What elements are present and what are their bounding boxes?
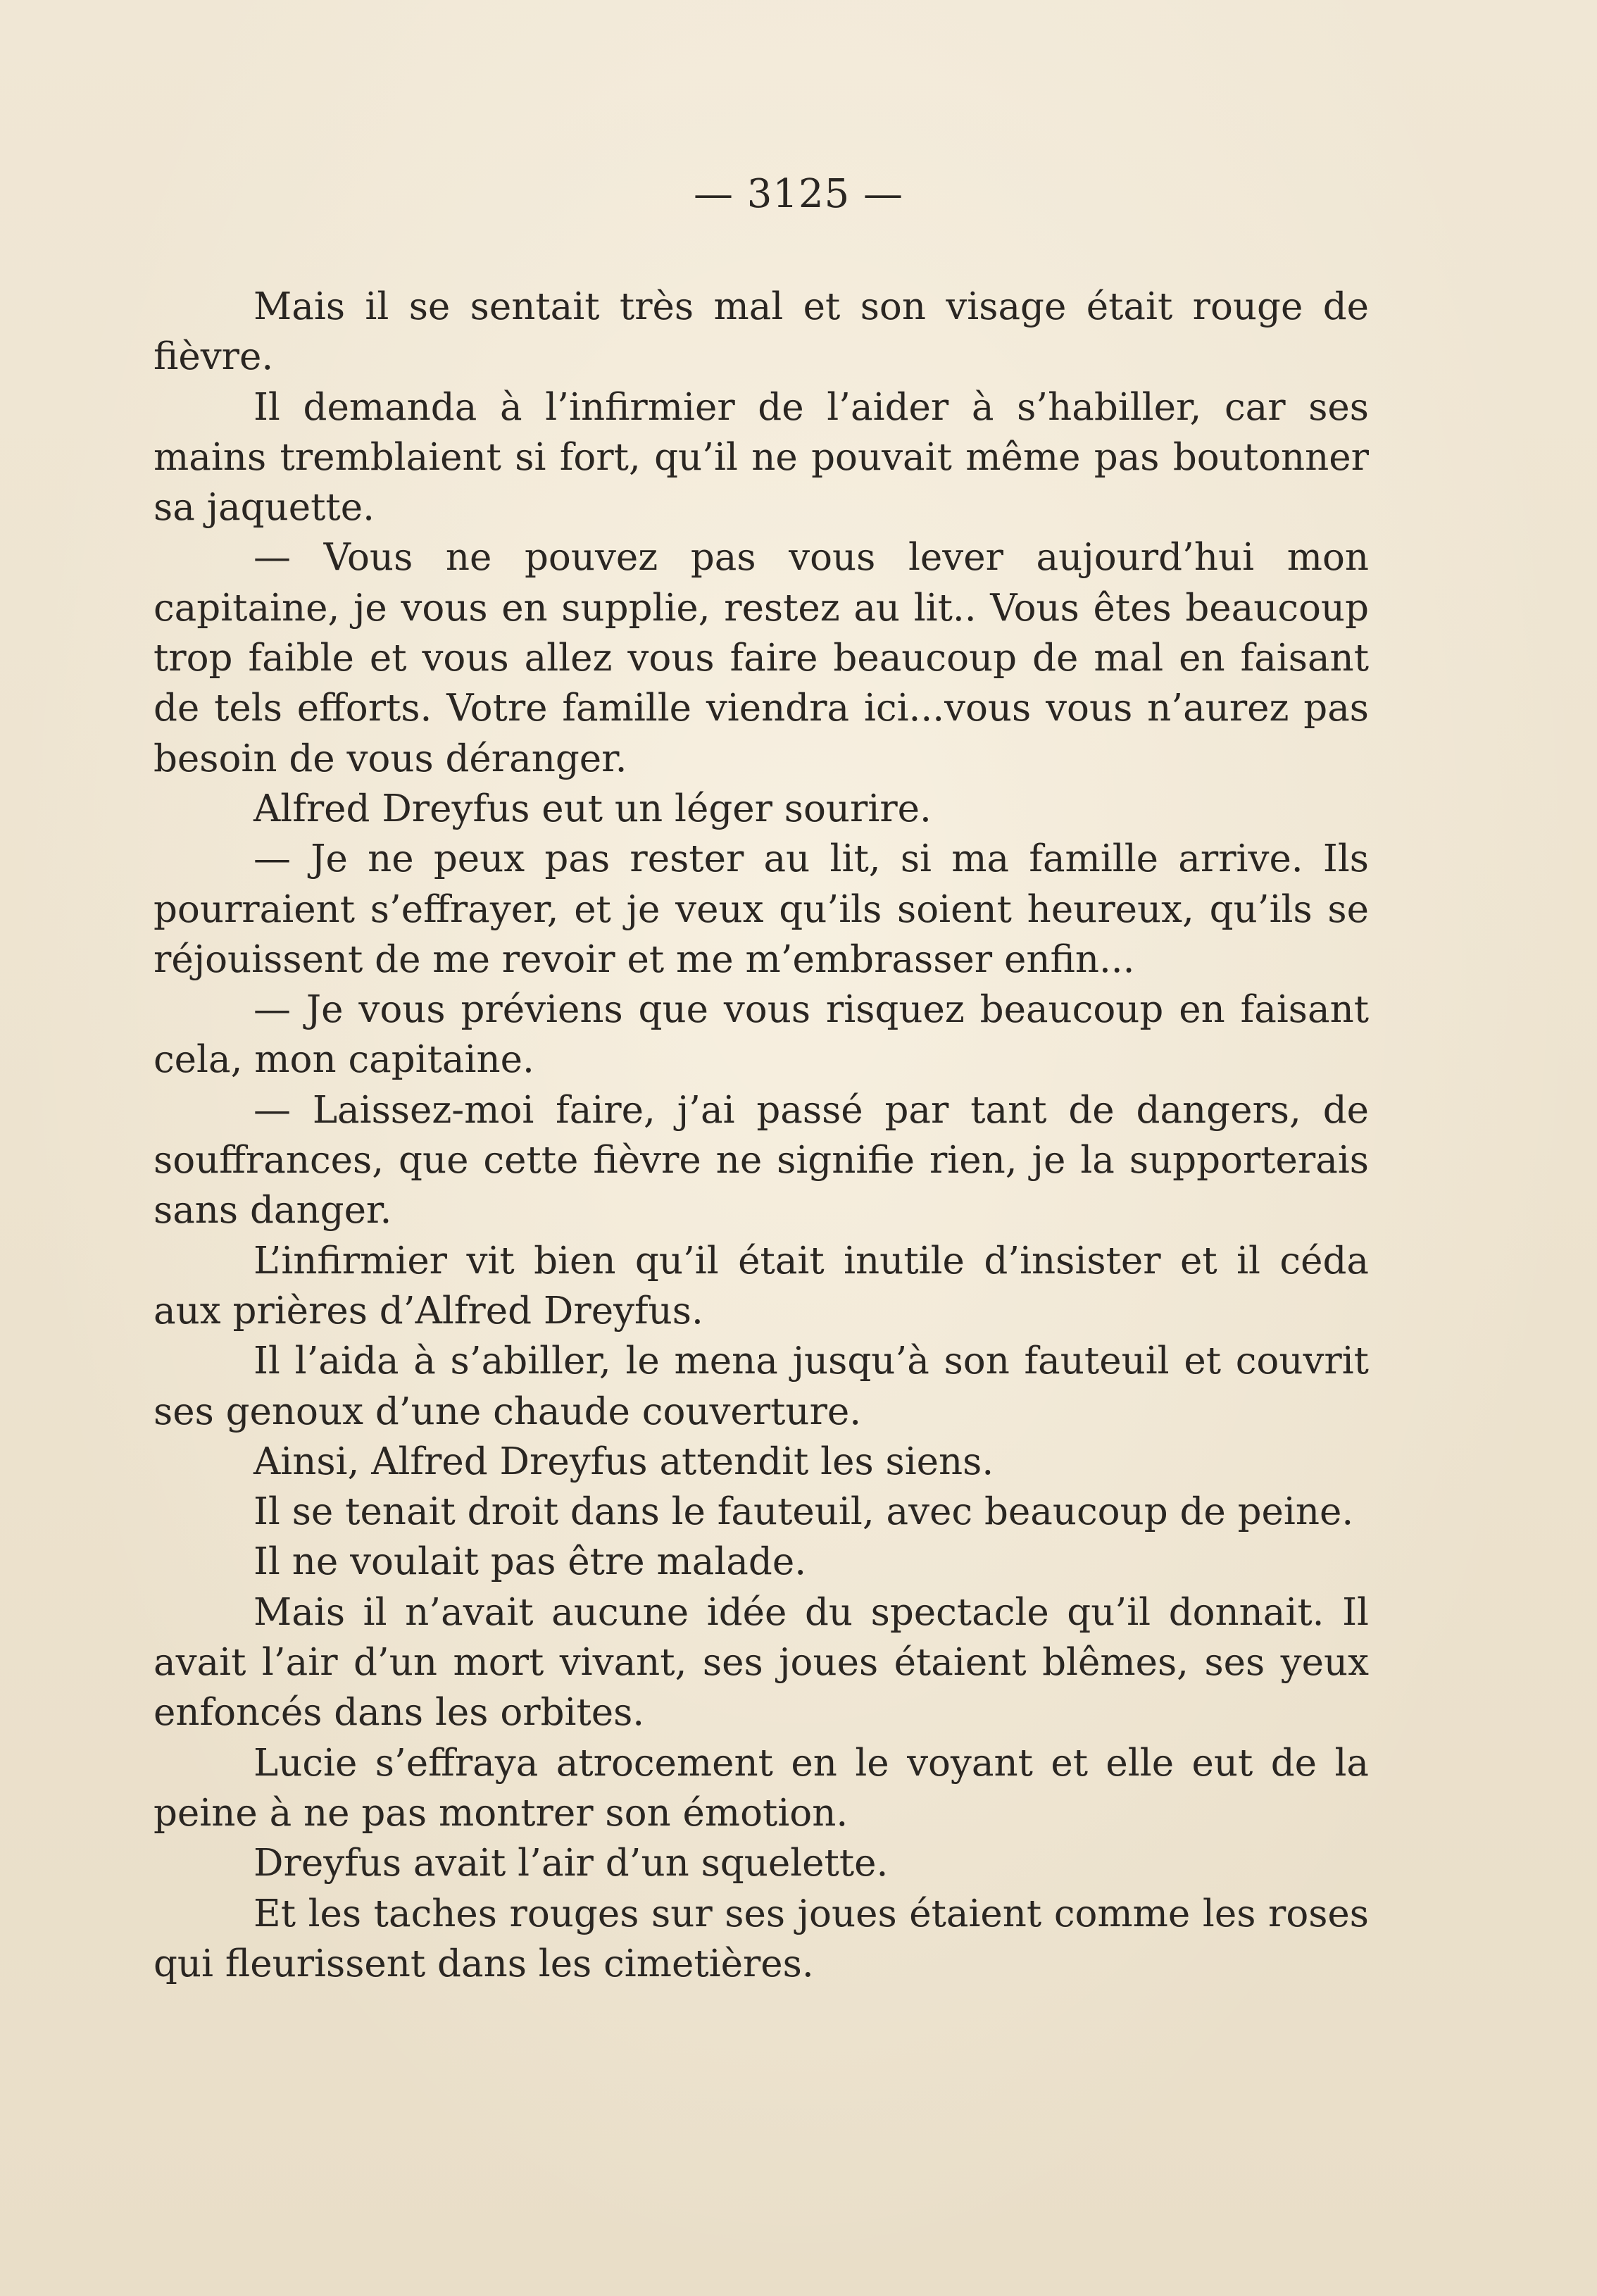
paragraph: — Laissez-moi faire, j’ai passé par tant de dangers, de souffrances, que cette fièvre ne signifie rien, je la supporterais sans danger. <box>154 1088 1369 1233</box>
paragraph: Il ne voulait pas être malade. <box>253 1540 807 1584</box>
body-text <box>154 282 1369 1989</box>
paragraph: Ainsi, Alfred Dreyfus attendit les siens. <box>253 1440 994 1483</box>
paragraph: — Je vous préviens que vous risquez beaucoup en faisant cela, mon capitaine. <box>154 988 1369 1082</box>
paragraph: Alfred Dreyfus eut un léger sourire. <box>253 787 932 830</box>
paragraph: Il demanda à l’infirmier de l’aider à s’habiller, car ses mains tremblaient si fort, qu’il ne pouvait même pas boutonner sa jaquette. <box>154 385 1369 530</box>
paragraph: Mais il se sentait très mal et son visage était rouge de fièvre. <box>154 285 1369 379</box>
paragraph: Il se tenait droit dans le fauteuil, avec beaucoup de peine. <box>253 1490 1354 1534</box>
paragraph: Il l’aida à s’abiller, le mena jusqu’à son fauteuil et couvrit ses genoux d’une chaude couverture. <box>154 1340 1369 1433</box>
paragraph: Et les taches rouges sur ses joues étaient comme les roses qui fleurissent dans les cimetières. <box>154 1892 1369 1985</box>
paragraph: — Vous ne pouvez pas vous lever aujourd’hui mon capitaine, je vous en supplie, restez au lit.. Vous êtes beaucoup trop faible et vous allez vous faire beaucoup de mal en faisant de tels efforts. Votre famille viendra ici...vous vous n’aurez pas besoin de vous déranger. <box>154 536 1369 780</box>
paragraph: L’infirmier vit bien qu’il était inutile d’insister et il céda aux prières d’Alfred Dreyfus. <box>154 1239 1369 1333</box>
paragraph: Mais il n’avait aucune idée du spectacle qu’il donnait. Il avait l’air d’un mort vivant, ses joues étaient blêmes, ses yeux enfoncés dans les orbites. <box>154 1590 1369 1735</box>
paragraph: Dreyfus avait l’air d’un squelette. <box>253 1842 889 1885</box>
paragraph: Lucie s’effraya atrocement en le voyant et elle eut de la peine à ne pas montrer son émotion. <box>154 1741 1369 1835</box>
paragraph: — Je ne peux pas rester au lit, si ma famille arrive. Ils pourraient s’effrayer, et je veux qu’ils soient heureux, qu’ils se réjouissent de me revoir et me m’embrasser enfin... <box>154 837 1369 981</box>
page-number: — 3125 — <box>693 171 904 217</box>
